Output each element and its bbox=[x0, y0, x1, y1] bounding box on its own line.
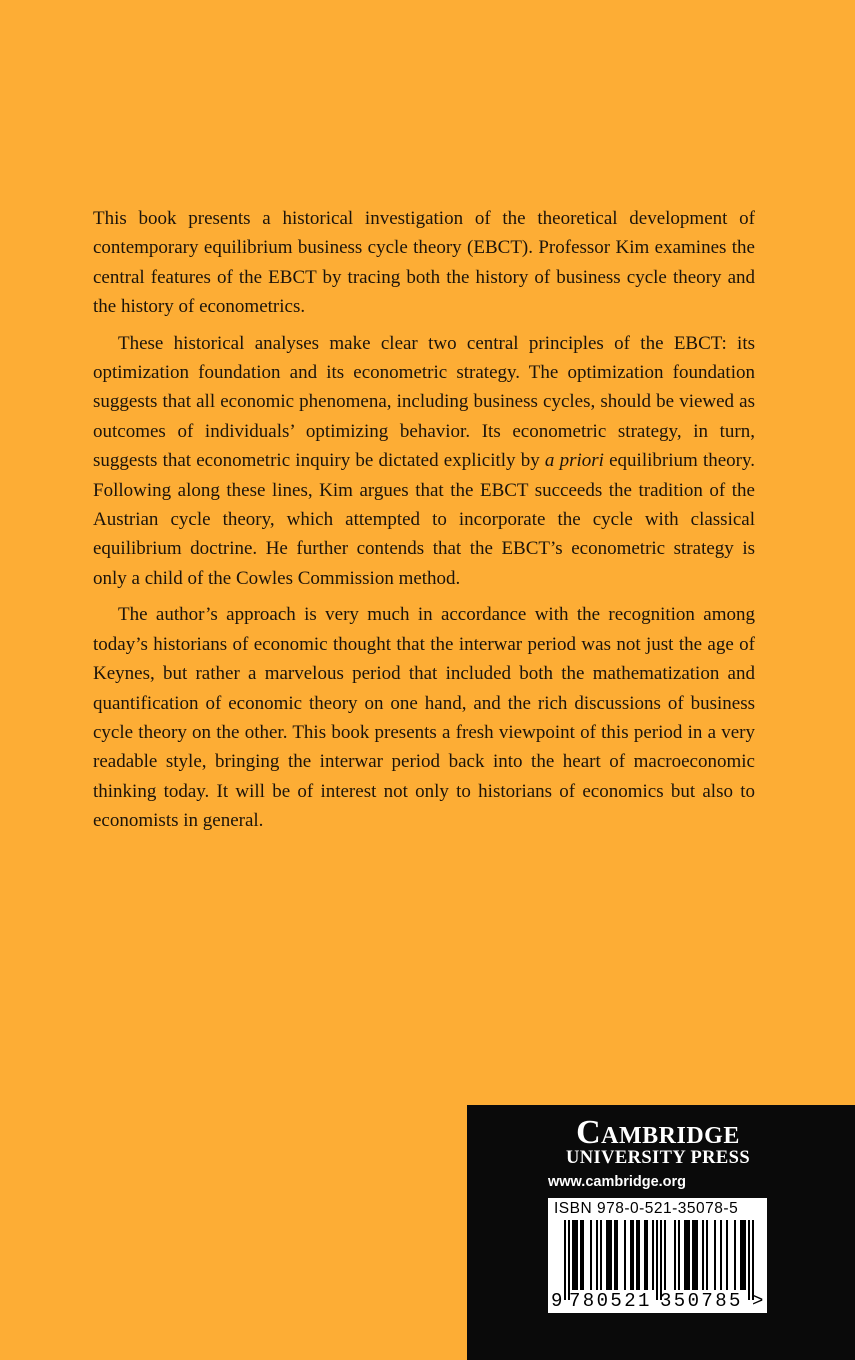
barcode-bar bbox=[696, 1220, 698, 1290]
publisher-subtitle: UNIVERSITY PRESS bbox=[565, 1148, 751, 1168]
barcode-bar bbox=[752, 1220, 754, 1300]
barcode-bar bbox=[748, 1220, 750, 1300]
ean-right-group: 350785 bbox=[660, 1290, 743, 1312]
barcode-bar bbox=[694, 1220, 696, 1290]
barcode-bar bbox=[614, 1220, 616, 1290]
ean-digits bbox=[548, 1291, 767, 1311]
barcode-bar bbox=[684, 1220, 686, 1290]
barcode-bar bbox=[616, 1220, 618, 1290]
blurb-paragraph-3 bbox=[93, 600, 755, 835]
barcode-bar bbox=[734, 1220, 736, 1290]
barcode-bar bbox=[608, 1220, 610, 1290]
publisher-url: www.cambridge.org bbox=[548, 1174, 687, 1190]
blurb-p3-text: The author’s approach is very much in accordance with the recognition among today’s historians of economic thought that the interwar period was not just the age of Keynes, but rather a marvelous period that included both the mathematization and quantification of economic theory on one hand, and the rich discussions of business cycle theory on the other. This book presents a fresh viewpoint of this period in a very readable style, bringing the interwar period back into the heart of macroeconomic thinking today. It will be of interest not only to historians of economics but also to economists in general. bbox=[93, 604, 755, 832]
isbn-label: ISBN 978-0-521-35078-5 bbox=[554, 1200, 739, 1217]
blurb-paragraph-2 bbox=[93, 329, 755, 594]
ean-first-digit: 9 bbox=[551, 1290, 563, 1312]
barcode-bar bbox=[660, 1220, 662, 1300]
blurb-p2-italic-a-priori: a priori bbox=[544, 450, 604, 472]
barcode-bar bbox=[600, 1220, 602, 1290]
barcode-bar bbox=[572, 1220, 574, 1290]
barcode-bar bbox=[686, 1220, 688, 1290]
barcode-bar bbox=[632, 1220, 634, 1290]
barcode-bar bbox=[744, 1220, 746, 1290]
barcode-bar bbox=[678, 1220, 680, 1290]
barcode-bar bbox=[624, 1220, 626, 1290]
barcode-bar bbox=[646, 1220, 648, 1290]
barcode-bar bbox=[702, 1220, 704, 1290]
blurb-p1-text: This book presents a historical investigation of the theoretical development of contemporary equilibrium business cycle theory (EBCT). Professor Kim examines the central features of the EBCT by tracing both the history of business cycle theory and the history of econometrics. bbox=[93, 208, 755, 318]
blurb-p2-text-b: equilibrium theory. Following along these lines, Kim argues that the EBCT succeeds the tradition of the Austrian cycle theory, which attempted to incorporate the cycle with classical equilibrium doctrine. He further contends that the EBCT’s econometric strategy is only a child of the Cowles Commission method. bbox=[93, 450, 755, 589]
ean-left-group: 780521 bbox=[569, 1290, 652, 1312]
ean-quiet-zone-arrow: > bbox=[752, 1290, 764, 1312]
publisher-panel bbox=[467, 1105, 855, 1360]
barcode-bar bbox=[644, 1220, 646, 1290]
barcode-bar bbox=[582, 1220, 584, 1290]
barcode-bar bbox=[638, 1220, 640, 1290]
barcode-bar bbox=[580, 1220, 582, 1290]
barcode-bar bbox=[636, 1220, 638, 1290]
barcode-bar bbox=[714, 1220, 716, 1290]
barcode-bar bbox=[652, 1220, 654, 1290]
barcode-bar bbox=[742, 1220, 744, 1290]
barcode-bar bbox=[576, 1220, 578, 1290]
barcode-bar bbox=[610, 1220, 612, 1290]
barcode-bar bbox=[692, 1220, 694, 1290]
barcode-bar bbox=[656, 1220, 658, 1300]
barcode-bar bbox=[630, 1220, 632, 1290]
barcode bbox=[548, 1198, 767, 1313]
barcode-bar bbox=[564, 1220, 566, 1300]
blurb-paragraph-1 bbox=[93, 204, 755, 322]
barcode-bar bbox=[664, 1220, 666, 1290]
blurb-text bbox=[93, 204, 755, 836]
barcode-bar bbox=[720, 1220, 722, 1290]
barcode-bar bbox=[706, 1220, 708, 1290]
barcode-bar bbox=[596, 1220, 598, 1290]
barcode-bar bbox=[674, 1220, 676, 1290]
barcode-bar bbox=[688, 1220, 690, 1290]
barcode-bar bbox=[568, 1220, 570, 1300]
barcode-bar bbox=[590, 1220, 592, 1290]
barcode-bar bbox=[606, 1220, 608, 1290]
barcode-bar bbox=[574, 1220, 576, 1290]
blurb-p2-text-a: These historical analyses make clear two central principles of the EBCT: its optimization foundation and its econometric strategy. The optimization foundation suggests that all economic phenomena, including business cycles, should be viewed as outcomes of individuals’ optimizing behavior. Its econometric strategy, in turn, suggests that econometric inquiry be dictated explicitly by bbox=[93, 332, 755, 472]
barcode-bar bbox=[726, 1220, 728, 1290]
barcode-bar bbox=[740, 1220, 742, 1290]
publisher-name: Cambridge bbox=[576, 1114, 740, 1151]
